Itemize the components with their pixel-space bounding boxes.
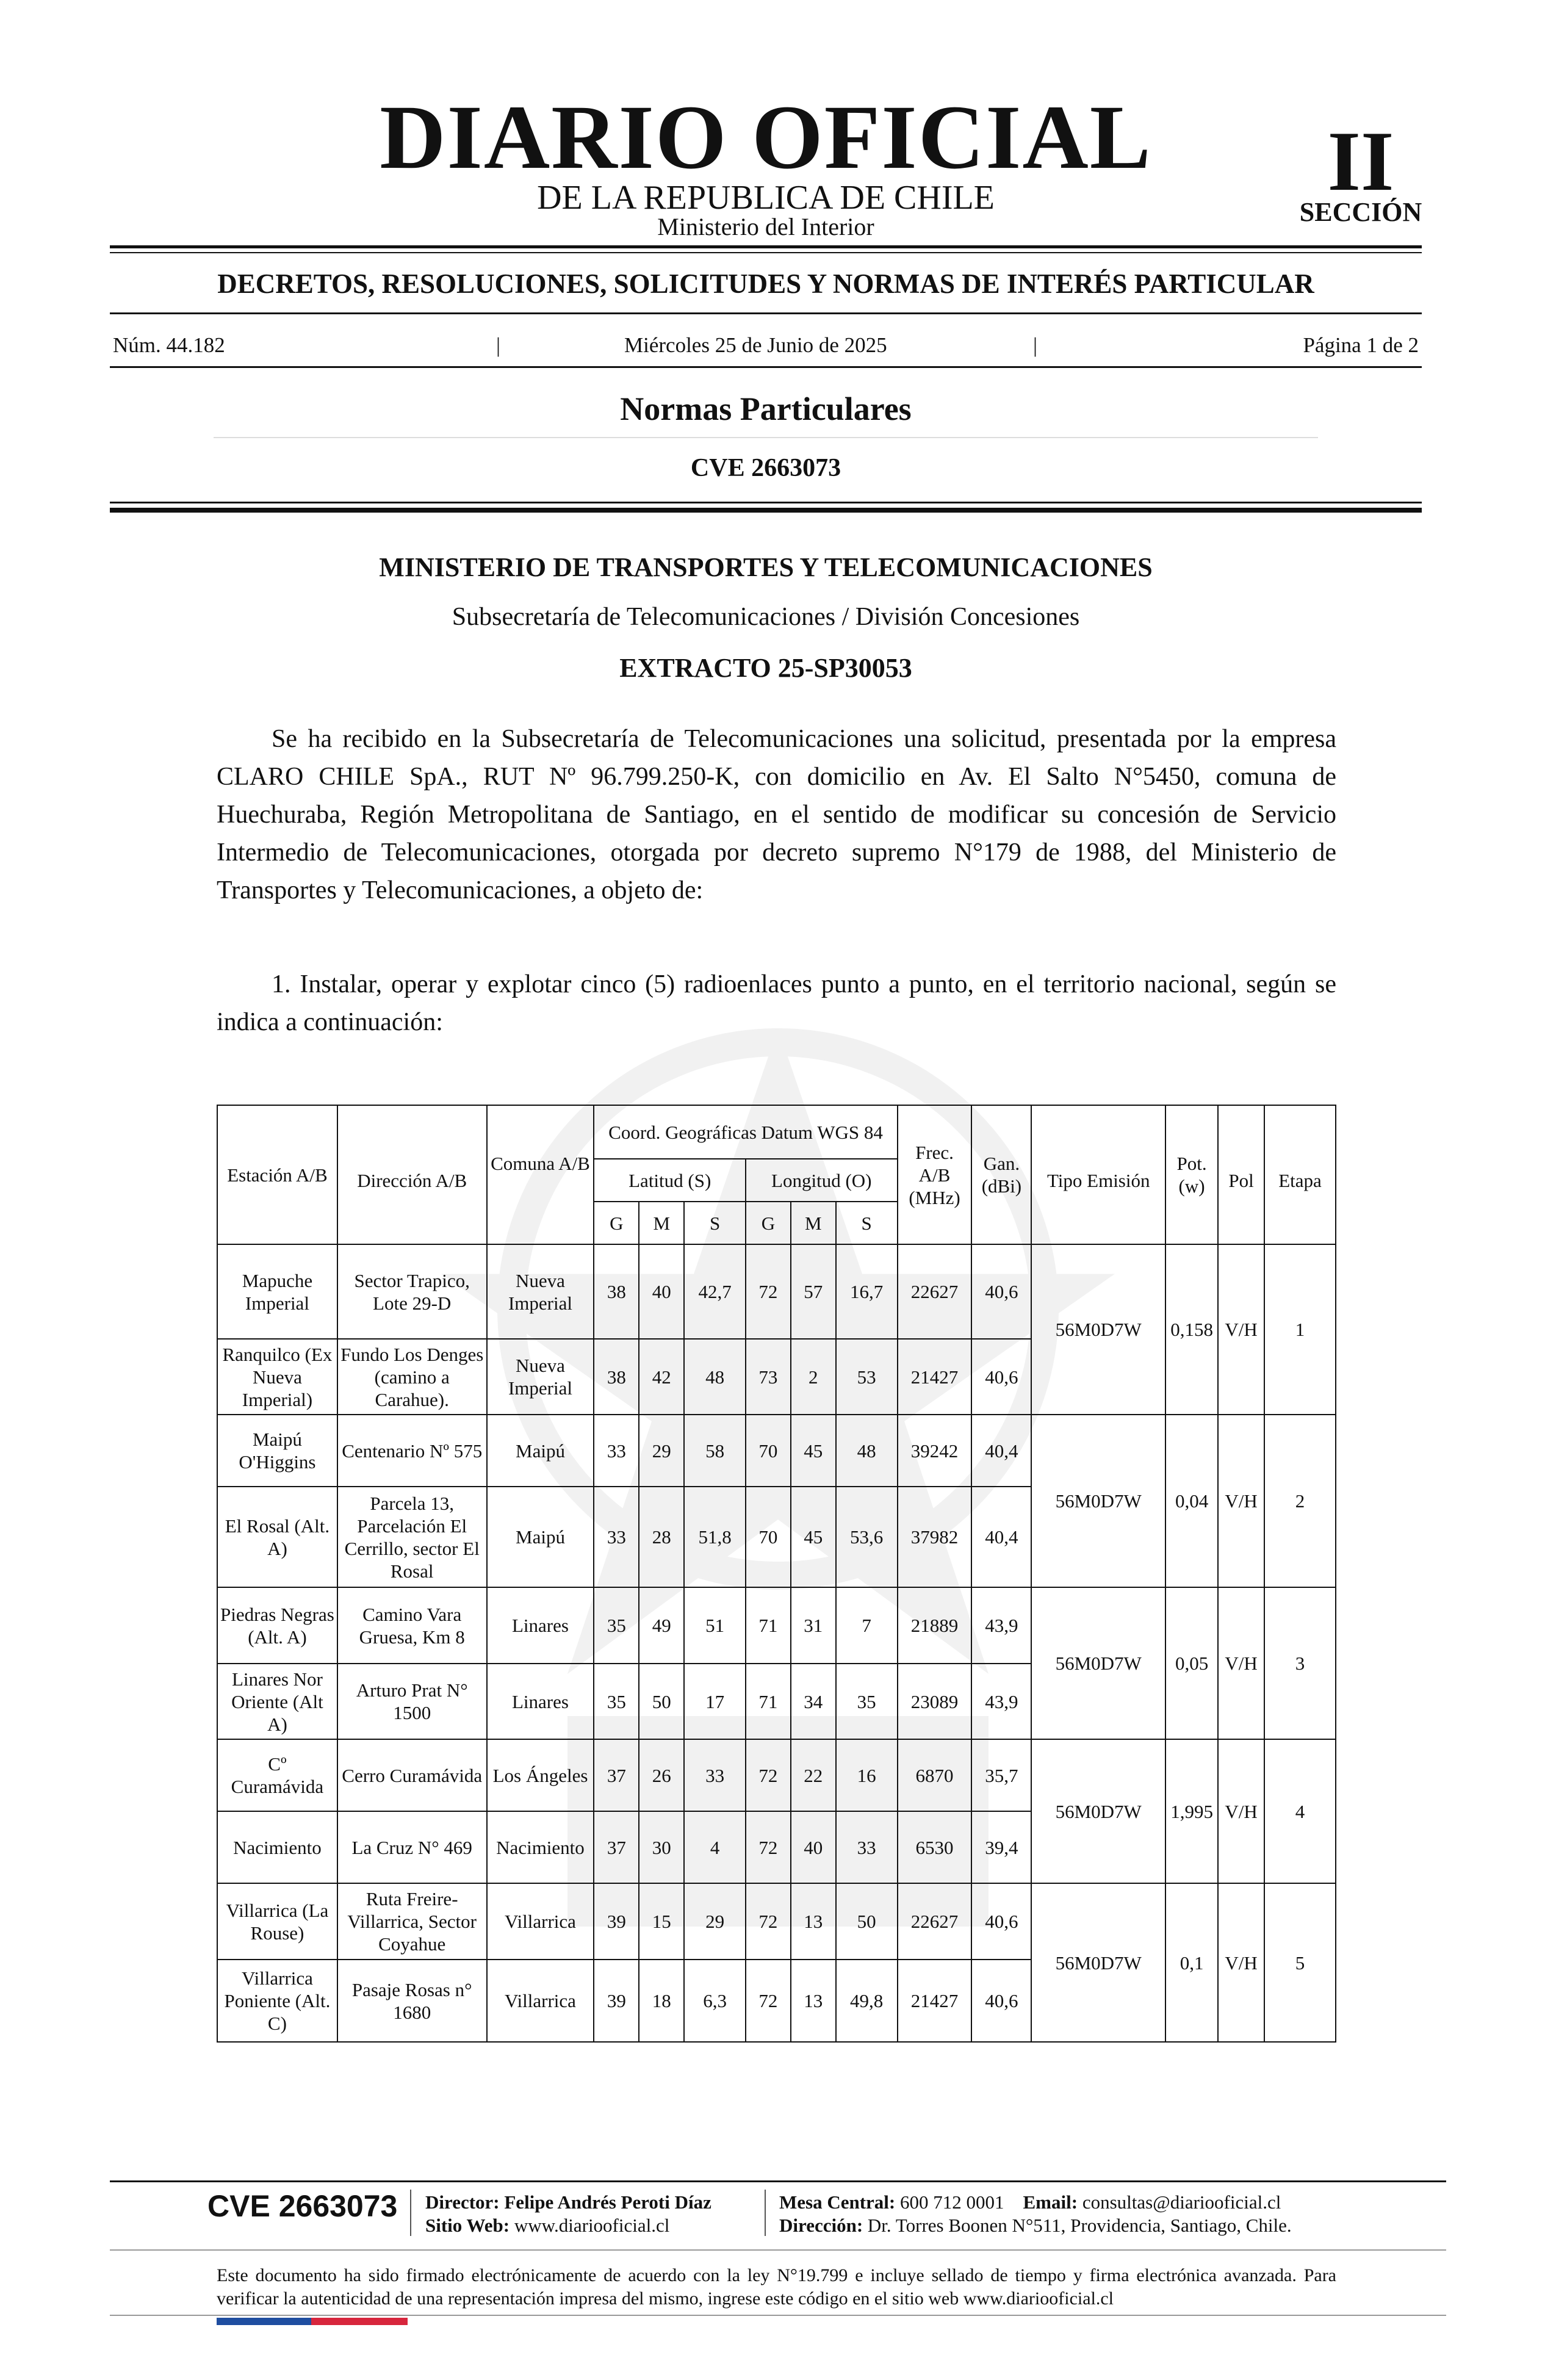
cell-lon-m: 34 bbox=[791, 1664, 836, 1739]
cell-ganancia: 40,6 bbox=[971, 1244, 1031, 1339]
mesa-label: Mesa Central: bbox=[779, 2191, 896, 2213]
cell-lon-s: 49,8 bbox=[836, 1960, 898, 2042]
cell-ganancia: 40,6 bbox=[971, 1339, 1031, 1415]
cell-tipo-emision: 56M0D7W bbox=[1031, 1739, 1165, 1883]
cell-comuna: Villarrica bbox=[487, 1960, 594, 2042]
cell-lon-g: 70 bbox=[746, 1415, 791, 1487]
page-indicator: Página 1 de 2 bbox=[1303, 333, 1419, 357]
cell-etapa: 3 bbox=[1264, 1587, 1336, 1739]
cell-direccion: Fundo Los Denges (camino a Carahue). bbox=[337, 1339, 487, 1415]
cell-frecuencia: 21427 bbox=[898, 1960, 972, 2042]
direccion-value: Dr. Torres Boonen N°511, Providencia, Santiago, Chile. bbox=[867, 2215, 1292, 2236]
rule-top-thin bbox=[110, 252, 1422, 253]
cell-ganancia: 43,9 bbox=[971, 1587, 1031, 1664]
cell-lon-m: 13 bbox=[791, 1883, 836, 1960]
cell-lon-g: 72 bbox=[746, 1960, 791, 2042]
paragraph-instalar: 1. Instalar, operar y explotar cinco (5) radioenlaces punto a punto, en el territorio nacional, según se indica a continuación: bbox=[217, 970, 1336, 1036]
cell-estacion: Ranquilco (Ex Nueva Imperial) bbox=[217, 1339, 337, 1415]
table-row bbox=[217, 1415, 1336, 1487]
cell-pol: V/H bbox=[1218, 1244, 1264, 1415]
cell-lon-g: 72 bbox=[746, 1244, 791, 1339]
header-latitud: Latitud (S) bbox=[594, 1159, 746, 1202]
cell-lon-s: 33 bbox=[836, 1811, 898, 1883]
header-lat-s: S bbox=[684, 1202, 746, 1244]
cell-estacion: Linares Nor Oriente (Alt A) bbox=[217, 1664, 337, 1739]
direccion-label: Dirección: bbox=[779, 2215, 863, 2236]
cell-frecuencia: 21427 bbox=[898, 1339, 972, 1415]
header-lat-g: G bbox=[594, 1202, 639, 1244]
ministerio-heading: MINISTERIO DE TRANSPORTES Y TELECOMUNICACIONES bbox=[379, 552, 1153, 582]
cell-ganancia: 35,7 bbox=[971, 1739, 1031, 1811]
cell-frecuencia: 23089 bbox=[898, 1664, 972, 1739]
cell-lat-g: 38 bbox=[594, 1244, 639, 1339]
cell-etapa: 4 bbox=[1264, 1739, 1336, 1883]
header-comuna: Comuna A/B bbox=[487, 1105, 594, 1244]
rule-top-thick bbox=[110, 245, 1422, 248]
cell-direccion: Pasaje Rosas n° 1680 bbox=[337, 1960, 487, 2042]
cell-lon-g: 72 bbox=[746, 1739, 791, 1811]
cell-lat-s: 58 bbox=[684, 1415, 746, 1487]
cell-frecuencia: 22627 bbox=[898, 1883, 972, 1960]
cell-direccion: Centenario Nº 575 bbox=[337, 1415, 487, 1487]
rule-below-cve-1 bbox=[110, 502, 1422, 503]
cell-comuna: Nacimiento bbox=[487, 1811, 594, 1883]
cell-tipo-emision: 56M0D7W bbox=[1031, 1587, 1165, 1739]
cell-ganancia: 40,4 bbox=[971, 1487, 1031, 1587]
cell-lat-m: 15 bbox=[639, 1883, 684, 1960]
header-lon-g: G bbox=[746, 1202, 791, 1244]
cell-comuna: Villarrica bbox=[487, 1883, 594, 1960]
cell-lon-g: 72 bbox=[746, 1883, 791, 1960]
title-underline bbox=[214, 437, 1318, 438]
cell-frecuencia: 39242 bbox=[898, 1415, 972, 1487]
cell-lat-g: 33 bbox=[594, 1487, 639, 1587]
cell-lon-g: 72 bbox=[746, 1811, 791, 1883]
cell-lat-s: 4 bbox=[684, 1811, 746, 1883]
footer-rule-mid bbox=[110, 2249, 1446, 2251]
cell-lon-g: 71 bbox=[746, 1664, 791, 1739]
cell-tipo-emision: 56M0D7W bbox=[1031, 1244, 1165, 1415]
cell-pol: V/H bbox=[1218, 1415, 1264, 1587]
cell-pol: V/H bbox=[1218, 1883, 1264, 2042]
cell-estacion: Villarrica Poniente (Alt. C) bbox=[217, 1960, 337, 2042]
cell-frecuencia: 21889 bbox=[898, 1587, 972, 1664]
footer-rule-bottom bbox=[110, 2315, 1446, 2316]
cell-tipo-emision: 56M0D7W bbox=[1031, 1883, 1165, 2042]
cell-lon-s: 16,7 bbox=[836, 1244, 898, 1339]
cell-etapa: 5 bbox=[1264, 1883, 1336, 2042]
cell-lat-m: 42 bbox=[639, 1339, 684, 1415]
cell-ganancia: 40,6 bbox=[971, 1883, 1031, 1960]
cell-lon-s: 53,6 bbox=[836, 1487, 898, 1587]
flag-bar-blue bbox=[217, 2318, 311, 2325]
cell-frecuencia: 22627 bbox=[898, 1244, 972, 1339]
masthead-ministry: Ministerio del Interior bbox=[657, 213, 874, 240]
footer-divider bbox=[765, 2190, 766, 2236]
cell-direccion: Camino Vara Gruesa, Km 8 bbox=[337, 1587, 487, 1664]
cell-estacion: Villarrica (La Rouse) bbox=[217, 1883, 337, 1960]
cell-estacion: Nacimiento bbox=[217, 1811, 337, 1883]
cell-lat-s: 29 bbox=[684, 1883, 746, 1960]
flag-bar-red bbox=[311, 2318, 408, 2325]
cell-comuna: Los Ángeles bbox=[487, 1739, 594, 1811]
cell-lat-m: 30 bbox=[639, 1811, 684, 1883]
rule-below-meta bbox=[110, 366, 1422, 368]
cell-estacion: Maipú O'Higgins bbox=[217, 1415, 337, 1487]
cell-lon-s: 50 bbox=[836, 1883, 898, 1960]
cell-frecuencia: 37982 bbox=[898, 1487, 972, 1587]
cell-lat-s: 6,3 bbox=[684, 1960, 746, 2042]
header-pol: Pol bbox=[1218, 1105, 1264, 1244]
table-row bbox=[217, 1587, 1336, 1664]
header-direccion: Dirección A/B bbox=[337, 1105, 487, 1244]
cell-lon-g: 71 bbox=[746, 1587, 791, 1664]
cell-direccion: Ruta Freire-Villarrica, Sector Coyahue bbox=[337, 1883, 487, 1960]
header-etapa: Etapa bbox=[1264, 1105, 1336, 1244]
cell-lat-s: 48 bbox=[684, 1339, 746, 1415]
footer-director-block bbox=[425, 2191, 711, 2237]
director-label: Director: bbox=[425, 2191, 500, 2213]
table-row bbox=[217, 1244, 1336, 1339]
cell-frecuencia: 6530 bbox=[898, 1811, 972, 1883]
cell-lat-s: 33 bbox=[684, 1739, 746, 1811]
cell-direccion: La Cruz N° 469 bbox=[337, 1811, 487, 1883]
header-lon-s: S bbox=[836, 1202, 898, 1244]
document-header: DECRETOS, RESOLUCIONES, SOLICITUDES Y NORMAS DE INTERÉS PARTICULAR bbox=[217, 269, 1314, 299]
cell-lon-s: 48 bbox=[836, 1415, 898, 1487]
meta-separator: | bbox=[1033, 333, 1038, 357]
cell-ganancia: 40,6 bbox=[971, 1960, 1031, 2042]
header-frecuencia: Frec. A/B (MHz) bbox=[898, 1105, 972, 1244]
cell-lat-s: 42,7 bbox=[684, 1244, 746, 1339]
cell-lat-m: 40 bbox=[639, 1244, 684, 1339]
cell-lon-m: 40 bbox=[791, 1811, 836, 1883]
masthead-subtitle: DE LA REPUBLICA DE CHILE bbox=[537, 179, 995, 217]
cell-lat-s: 17 bbox=[684, 1664, 746, 1739]
cell-lon-g: 70 bbox=[746, 1487, 791, 1587]
cell-lat-g: 33 bbox=[594, 1415, 639, 1487]
cell-lat-g: 35 bbox=[594, 1664, 639, 1739]
cell-direccion: Cerro Curamávida bbox=[337, 1739, 487, 1811]
cell-pol: V/H bbox=[1218, 1587, 1264, 1739]
section-number: II bbox=[1327, 114, 1394, 209]
mesa-phone: 600 712 0001 bbox=[900, 2191, 1004, 2213]
cell-estacion: Mapuche Imperial bbox=[217, 1244, 337, 1339]
cell-estacion: El Rosal (Alt. A) bbox=[217, 1487, 337, 1587]
cell-lat-m: 26 bbox=[639, 1739, 684, 1811]
cell-comuna: Linares bbox=[487, 1664, 594, 1739]
cell-lon-m: 22 bbox=[791, 1739, 836, 1811]
cell-frecuencia: 6870 bbox=[898, 1739, 972, 1811]
cell-estacion: Cº Curamávida bbox=[217, 1739, 337, 1811]
table-row bbox=[217, 1739, 1336, 1811]
cell-lat-s: 51,8 bbox=[684, 1487, 746, 1587]
header-longitud: Longitud (O) bbox=[746, 1159, 898, 1202]
subsecretaria-line: Subsecretaría de Telecomunicaciones / División Concesiones bbox=[452, 603, 1080, 631]
header-estacion: Estación A/B bbox=[217, 1105, 337, 1244]
cell-lat-m: 29 bbox=[639, 1415, 684, 1487]
extracto-heading: EXTRACTO 25-SP30053 bbox=[619, 653, 912, 683]
cell-ganancia: 39,4 bbox=[971, 1811, 1031, 1883]
cell-tipo-emision: 56M0D7W bbox=[1031, 1415, 1165, 1587]
cell-lat-g: 39 bbox=[594, 1960, 639, 2042]
rule-below-cve-2 bbox=[110, 508, 1422, 513]
cell-ganancia: 43,9 bbox=[971, 1664, 1031, 1739]
section-label: SECCIÓN bbox=[1299, 197, 1422, 227]
web-link[interactable]: www.diariooficial.cl bbox=[514, 2215, 670, 2236]
cell-comuna: Maipú bbox=[487, 1487, 594, 1587]
issue-date: Miércoles 25 de Junio de 2025 bbox=[624, 333, 887, 357]
cell-ganancia: 40,4 bbox=[971, 1415, 1031, 1487]
cell-lat-g: 38 bbox=[594, 1339, 639, 1415]
header-lat-m: M bbox=[639, 1202, 684, 1244]
cell-lat-g: 39 bbox=[594, 1883, 639, 1960]
header-ganancia: Gan. (dBi) bbox=[971, 1105, 1031, 1244]
cell-potencia: 0,158 bbox=[1165, 1244, 1218, 1415]
cell-lon-m: 2 bbox=[791, 1339, 836, 1415]
cell-lat-m: 28 bbox=[639, 1487, 684, 1587]
cell-lat-m: 18 bbox=[639, 1960, 684, 2042]
cell-lon-m: 31 bbox=[791, 1587, 836, 1664]
paragraph-solicitud: Se ha recibido en la Subsecretaría de Telecomunicaciones una solicitud, presentada por la empresa CLARO CHILE SpA., RUT Nº 96.799.250-K, con domicilio en Av. El Salto N°5450, comuna de Huechuraba, Región Metropolitana de Santiago, en el sentido de modificar su concesión de Servicio Intermedio de Telecomunicaciones, otorgada por decreto supremo N°179 de 1988, del Ministerio de Transportes y Telecomunicaciones, a objeto de: bbox=[217, 725, 1336, 904]
footer-cve: CVE 2663073 bbox=[207, 2189, 398, 2223]
cell-direccion: Sector Trapico, Lote 29-D bbox=[337, 1244, 487, 1339]
cell-estacion: Piedras Negras (Alt. A) bbox=[217, 1587, 337, 1664]
section-title: Normas Particulares bbox=[620, 391, 912, 427]
email-label: Email: bbox=[1023, 2191, 1078, 2213]
meta-separator: | bbox=[496, 333, 501, 357]
cve-header: CVE 2663073 bbox=[690, 454, 841, 482]
cell-etapa: 2 bbox=[1264, 1415, 1336, 1587]
header-tipo-emision: Tipo Emisión bbox=[1031, 1105, 1165, 1244]
cell-direccion: Arturo Prat N° 1500 bbox=[337, 1664, 487, 1739]
cell-etapa: 1 bbox=[1264, 1244, 1336, 1415]
header-lon-m: M bbox=[791, 1202, 836, 1244]
cell-lat-g: 37 bbox=[594, 1739, 639, 1811]
cell-lon-g: 73 bbox=[746, 1339, 791, 1415]
footer-rule-top bbox=[110, 2180, 1446, 2182]
rule-below-header bbox=[110, 312, 1422, 314]
table-row bbox=[217, 1883, 1336, 1960]
issue-number: Núm. 44.182 bbox=[113, 333, 225, 357]
web-label: Sitio Web: bbox=[425, 2215, 510, 2236]
cell-lat-m: 49 bbox=[639, 1587, 684, 1664]
cell-lon-m: 45 bbox=[791, 1415, 836, 1487]
cell-lon-m: 45 bbox=[791, 1487, 836, 1587]
cell-lon-s: 53 bbox=[836, 1339, 898, 1415]
cell-comuna: Nueva Imperial bbox=[487, 1339, 594, 1415]
radioenlaces-table bbox=[217, 1105, 1336, 2043]
cell-lon-s: 7 bbox=[836, 1587, 898, 1664]
cell-lat-s: 51 bbox=[684, 1587, 746, 1664]
cell-lat-g: 37 bbox=[594, 1811, 639, 1883]
cell-lon-s: 16 bbox=[836, 1739, 898, 1811]
cell-lat-m: 50 bbox=[639, 1664, 684, 1739]
cell-comuna: Linares bbox=[487, 1587, 594, 1664]
cell-direccion: Parcela 13, Parcelación El Cerrillo, sector El Rosal bbox=[337, 1487, 487, 1587]
header-potencia: Pot. (w) bbox=[1165, 1105, 1218, 1244]
cell-lon-s: 35 bbox=[836, 1664, 898, 1739]
cell-potencia: 0,1 bbox=[1165, 1883, 1218, 2042]
table-body bbox=[217, 1244, 1336, 2042]
masthead-title: DIARIO OFICIAL bbox=[380, 87, 1152, 188]
cell-potencia: 0,04 bbox=[1165, 1415, 1218, 1587]
cell-comuna: Maipú bbox=[487, 1415, 594, 1487]
email-link[interactable]: consultas@diariooficial.cl bbox=[1082, 2191, 1281, 2213]
cell-potencia: 0,05 bbox=[1165, 1587, 1218, 1739]
header-coordenadas: Coord. Geográficas Datum WGS 84 bbox=[594, 1105, 897, 1159]
cell-potencia: 1,995 bbox=[1165, 1739, 1218, 1883]
cell-pol: V/H bbox=[1218, 1739, 1264, 1883]
cell-comuna: Nueva Imperial bbox=[487, 1244, 594, 1339]
cell-lat-g: 35 bbox=[594, 1587, 639, 1664]
footer-legal-note: Este documento ha sido firmado electrónicamente de acuerdo con la ley N°19.799 e incluye sellado de tiempo y firma electrónica avanzada. Para verificar la autenticidad de una representación impresa del mismo, ingrese este código en el sitio web www.diariooficial.cl bbox=[217, 2265, 1336, 2309]
footer-divider bbox=[410, 2190, 411, 2236]
cell-lon-m: 13 bbox=[791, 1960, 836, 2042]
director-name: Felipe Andrés Peroti Díaz bbox=[504, 2191, 711, 2213]
cell-lon-m: 57 bbox=[791, 1244, 836, 1339]
footer-contact-block bbox=[779, 2191, 1292, 2237]
